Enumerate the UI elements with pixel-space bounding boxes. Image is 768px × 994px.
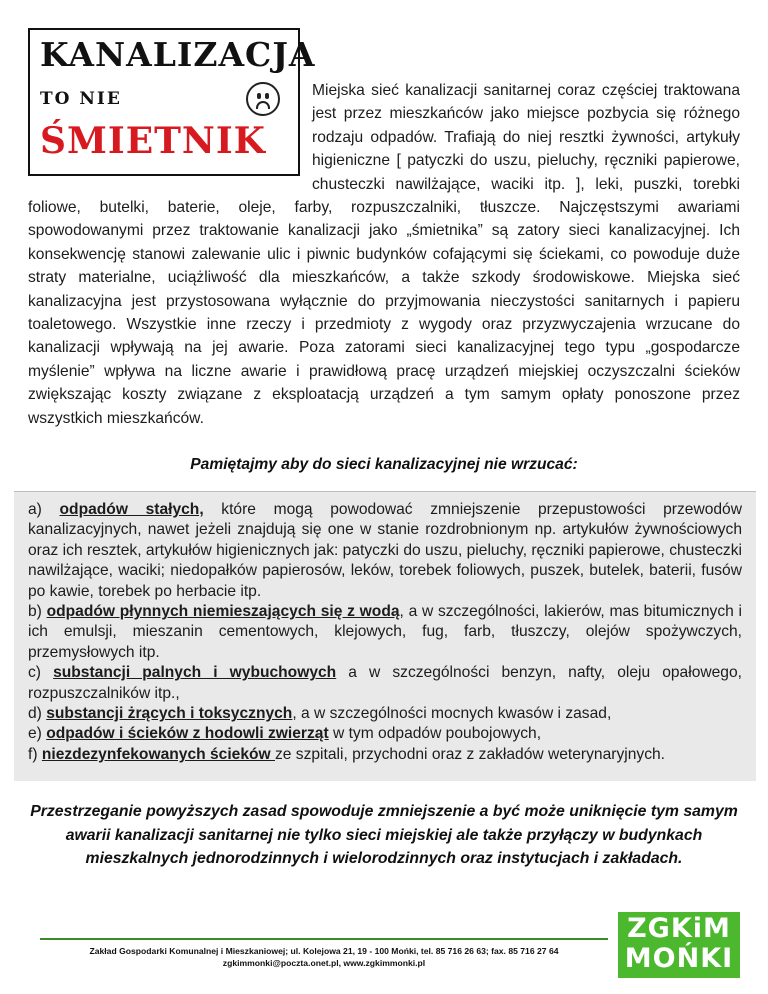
list-item: e) odpadów i ścieków z hodowli zwierząt w tym odpadów poubojowych,	[28, 725, 542, 743]
list-item-term: substancji żrących i toksycznych	[46, 705, 293, 723]
list-item: c) substancji palnych i wybuchowych a w szczególności benzyn, nafty, oleju opałowego, rozpuszczalników itp.,	[28, 664, 742, 702]
list-item: a) odpadów stałych, które mogą powodować zmniejszenie przepustowości przewodów kanalizacyjnych, nawet jeżeli znajdują się one w stanie rozdrobnionym np. artykułów żywnościowych oraz ich resztek, artykułów higienicznych jak: patyczki do uszu, pieluchy, ręczniki papierowe, chusteczki nawilżające, waciki; niedopałków papierosów, leków, torebek foliowych, puszek, butelek, baterii, fusów po kawie, torebek po herbacie itp.	[28, 501, 742, 600]
list-item-term: niezdezynfekowanych ścieków	[41, 745, 275, 763]
list-item: f) niezdezynfekowanych ścieków ze szpitali, przychodni oraz z zakładów weterynaryjnych.	[28, 745, 665, 763]
logo-main-word: ŚMIETNIK	[40, 120, 266, 162]
list-item-term: odpadów płynnych niemieszających się z wodą	[46, 603, 400, 621]
list-item-term: substancji palnych i wybuchowych	[53, 664, 337, 682]
company-logo-line2: MOŃKI	[624, 943, 734, 974]
closing-statement: Przestrzeganie powyższych zasad spowoduje zmniejszenie a być może uniknięcie tym samym awarii kanalizacji sanitarnej nie tylko sieci miejskiej ale także przyłączy w budynkach mieszkalnych jednorodzinnych i wielorodzinnych oraz instytucjach i zakładach.	[30, 803, 738, 867]
logo-subtitle: TO NIE	[40, 89, 122, 109]
list-item: d) substancji żrących i toksycznych, a w szczególności mocnych kwasów i zasad,	[28, 705, 612, 723]
list-item: b) odpadów płynnych niemieszających się z wodą, a w szczególności, lakierów, mas bitumicznych i ich emulsji, mieszanin cementowych, klejowych, fug, farb, tłuszczy, olejów spożywczych, przemysłowych itp.	[28, 603, 742, 661]
company-logo-line1: ZGKiM	[627, 913, 731, 944]
list-item-term: odpadów i ścieków z hodowli zwierząt	[46, 725, 329, 743]
footer-divider	[40, 938, 608, 940]
intro-paragraph	[28, 79, 740, 430]
call-to-action-heading: Pamiętajmy aby do sieci kanalizacyjnej nie wrzucać:	[190, 456, 578, 473]
footer-address: Zakład Gospodarki Komunalnej i Mieszkaniowej; ul. Kolejowa 21, 19 - 100 Mońki, tel. 85 716 26 63; fax. 85 716 27 64	[89, 946, 559, 956]
forbidden-items-list	[14, 491, 756, 781]
company-logo	[618, 912, 740, 978]
footer-email-web: zgkimmonki@poczta.onet.pl, www.zgkimmonki.pl	[222, 958, 426, 968]
footer-contact	[28, 945, 620, 969]
intro-text: Miejska sieć kanalizacji sanitarnej coraz częściej traktowana jest przez mieszkańców jako miejsce pozbycia się różnego rodzaju odpadów. Trafiają do niej resztki żywności, artykuły higieniczne [ patyczki do uszu, pieluchy, ręczniki papierowe, chusteczki nawilżające, waciki itp. ], leki, puszki, torebki foliowe, butelki, baterie, oleje, farby, rozpuszczalniki, tłuszcze. Najczęstszymi awariami spowodowanymi przez traktowanie kanalizacji jako „śmietnika” są zatory sieci kanalizacyjnej. Ich konsekwencję stanowi zalewanie ulic i piwnic budynków cofającymi się ściekami, co powoduje duże straty materialne, uciążliwość dla mieszkańców, a także szkody środowiskowe. Miejska sieć kanalizacyjna jest przystosowana wyłącznie do przyjmowania nieczystości sanitarnych i papieru toaletowego. Wszystkie inne rzeczy i przedmioty z wygody oraz przyzwyczajenia wrzucane do kanalizacji wpływają na jej awarie. Poza zatorami sieci kanalizacyjnej tego typu „gospodarcze myślenie” wpływa na liczne awarie i prawidłową pracę urządzeń miejskiej oczyszczalni ścieków zwiększając koszty związane z eksploatacją urządzeń a tym samym opłaty ponoszone przez wszystkich mieszkańców.	[28, 82, 740, 427]
logo-title: KANALIZACJA	[40, 35, 316, 74]
list-item-term: odpadów stałych,	[59, 501, 204, 518]
